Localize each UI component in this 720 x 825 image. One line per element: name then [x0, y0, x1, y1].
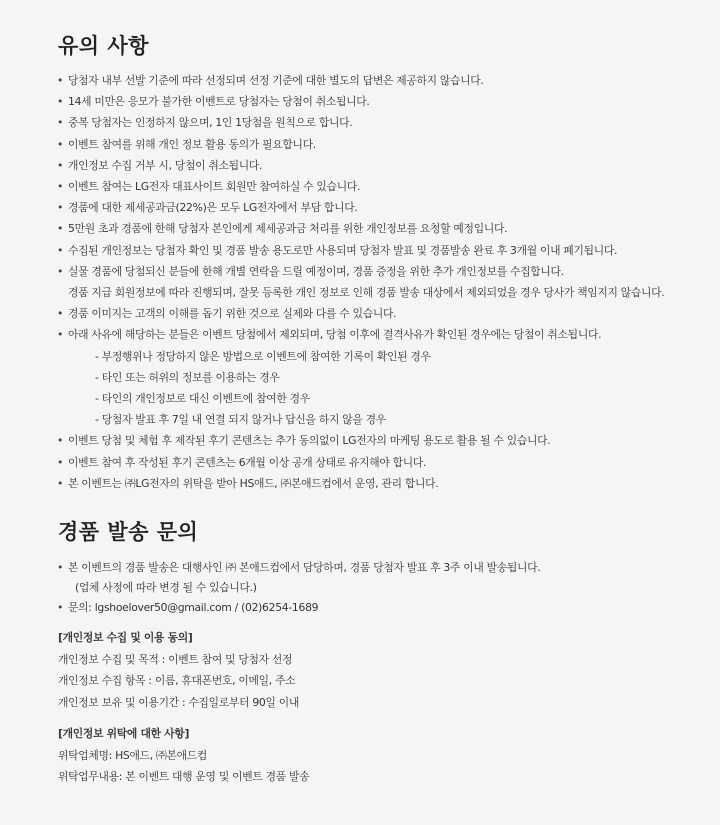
privacy-line: 개인정보 보유 및 이용기간 : 수집일로부터 90일 이내 — [58, 695, 299, 709]
list-item: • 본 이벤트의 경품 발송은 대행사인 ㈜ 본애드컴에서 담당하며, 경품 당첨자 발표 후 3주 이내 발송됩니다. — [58, 558, 540, 578]
list-item: • 본 이벤트는 ㈜LG전자의 위탁을 받아 HS애드, ㈜본애드컴에서 운영, 관리 합니다. — [58, 473, 664, 494]
consignment-line: 위탁업체명: HS애드, ㈜본애드컴 — [58, 748, 208, 762]
list-item: (업체 사정에 따라 변경 될 수 있습니다.) — [75, 581, 257, 594]
sub-list-item: - 타인 또는 허위의 정보를 이용하는 경우 — [95, 370, 280, 384]
privacy-consent-title: [개인정보 수집 및 이용 동의] — [58, 631, 193, 644]
privacy-consent-block — [58, 627, 299, 713]
notice-list — [58, 70, 664, 494]
list-item: • 문의: lgshoelover50@gmail.com / (02)6254-1689 — [58, 598, 540, 618]
list-item: • 이벤트 참여를 위해 개인 정보 활용 동의가 필요합니다. — [58, 134, 664, 155]
list-item: • 아래 사유에 해당하는 분들은 이벤트 당첨에서 제외되며, 당첨 이후에 결격사유가 확인된 경우에는 당첨이 취소됩니다. — [58, 324, 664, 345]
consignment-block — [58, 723, 309, 788]
sub-list-item: - 부정행위나 정당하지 않은 방법으로 이벤트에 참여한 기록이 확인된 경우 — [95, 349, 431, 363]
notice-title: 유의 사항 — [58, 34, 149, 58]
list-item: • 개인정보 수집 거부 시, 당첨이 취소됩니다. — [58, 155, 664, 176]
list-item: • 14세 미만은 응모가 불가한 이벤트로 당첨자는 당첨이 취소됩니다. — [58, 91, 664, 112]
list-item: • 이벤트 당첨 및 체험 후 제작된 후기 콘텐츠는 추가 동의없이 LG전자의 마케팅 용도로 활용 될 수 있습니다. — [58, 430, 664, 451]
sub-list-item: - 당첨자 발표 후 7일 내 연결 되지 않거나 답신을 하지 않을 경우 — [95, 413, 386, 427]
privacy-line: 개인정보 수집 및 목적 : 이벤트 참여 및 당첨자 선정 — [58, 652, 293, 666]
sub-list-item: - 타인의 개인정보로 대신 이벤트에 참여한 경우 — [95, 392, 310, 406]
delivery-list — [58, 558, 540, 618]
list-item: • 실물 경품에 당첨되신 분들에 한해 개별 연락을 드릴 예정이며, 경품 증정을 위한 추가 개인정보를 수집합니다. — [58, 261, 664, 282]
list-item: 경품 지급 회원정보에 따라 진행되며, 잘못 등록한 개인 정보로 인해 경품 발송 대상에서 제외되었을 경우 당사가 책임지지 않습니다. — [68, 286, 665, 300]
privacy-line: 개인정보 수집 항목 : 이름, 휴대폰번호, 이메일, 주소 — [58, 674, 296, 687]
list-item: • 5만원 초과 경품에 한해 당첨자 본인에게 제세공과금 처리를 위한 개인정보를 요청할 예정입니다. — [58, 218, 664, 239]
list-item: • 이벤트 참여 후 작성된 후기 콘텐츠는 6개월 이상 공개 상태로 유지해야 합니다. — [58, 452, 664, 473]
list-item: • 당첨자 내부 선발 기준에 따라 선정되며 선정 기준에 대한 별도의 답변은 제공하지 않습니다. — [58, 70, 664, 91]
consignment-line: 위탁업무내용: 본 이벤트 대행 운영 및 이벤트 경품 발송 — [58, 770, 310, 783]
list-item: • 이벤트 참여는 LG전자 대표사이트 회원만 참여하실 수 있습니다. — [58, 176, 664, 197]
list-item: • 중복 당첨자는 인정하지 않으며, 1인 1당첨을 원칙으로 합니다. — [58, 112, 664, 133]
delivery-title: 경품 발송 문의 — [58, 520, 199, 544]
list-item: • 경품에 대한 제세공과금(22%)은 모두 LG전자에서 부담 합니다. — [58, 197, 664, 218]
list-item: • 수집된 개인정보는 당첨자 확인 및 경품 발송 용도로만 사용되며 당첨자 발표 및 경품발송 완료 후 3개월 이내 폐기됩니다. — [58, 240, 664, 261]
list-item: • 경품 이미지는 고객의 이해를 돕기 위한 것으로 실제와 다를 수 있습니다. — [58, 303, 664, 324]
consignment-title: [개인정보 위탁에 대한 사항] — [58, 727, 190, 740]
